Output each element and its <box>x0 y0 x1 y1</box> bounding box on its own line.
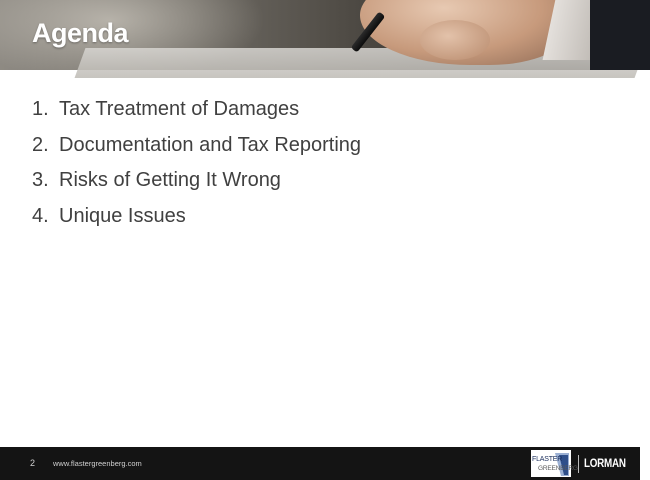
logo-text-greenberg: GREENBERG <box>538 465 578 472</box>
agenda-item-text: Risks of Getting It Wrong <box>59 169 281 191</box>
agenda-list <box>32 98 361 240</box>
logo-divider <box>578 455 579 473</box>
header-photo-sleeve <box>590 0 650 70</box>
agenda-item-number: 1. <box>32 98 49 120</box>
agenda-item <box>32 169 361 205</box>
logo-text-flaster: FLASTER <box>532 456 563 463</box>
agenda-item <box>32 134 361 170</box>
flaster-greenberg-emblem-icon <box>531 450 571 477</box>
agenda-item-number: 4. <box>32 204 49 227</box>
page-number: 2 <box>30 458 36 468</box>
agenda-item <box>32 205 361 241</box>
slide-title: Agenda <box>32 18 129 48</box>
agenda-item-text: Documentation and Tax Reporting <box>59 133 362 156</box>
flaster-greenberg-logo <box>531 450 578 477</box>
agenda-item-number: 3. <box>32 169 49 191</box>
header-banner <box>0 0 640 70</box>
agenda-item-text: Tax Treatment of Damages <box>59 98 300 120</box>
agenda-item-number: 2. <box>32 133 49 156</box>
footer-bar <box>0 447 640 480</box>
agenda-item <box>32 98 361 134</box>
lorman-logo: LORMAN <box>584 456 626 470</box>
header-photo-fingers <box>420 20 490 60</box>
agenda-item-text: Unique Issues <box>59 204 186 227</box>
website-link[interactable]: www.flastergreenberg.com <box>53 459 142 468</box>
